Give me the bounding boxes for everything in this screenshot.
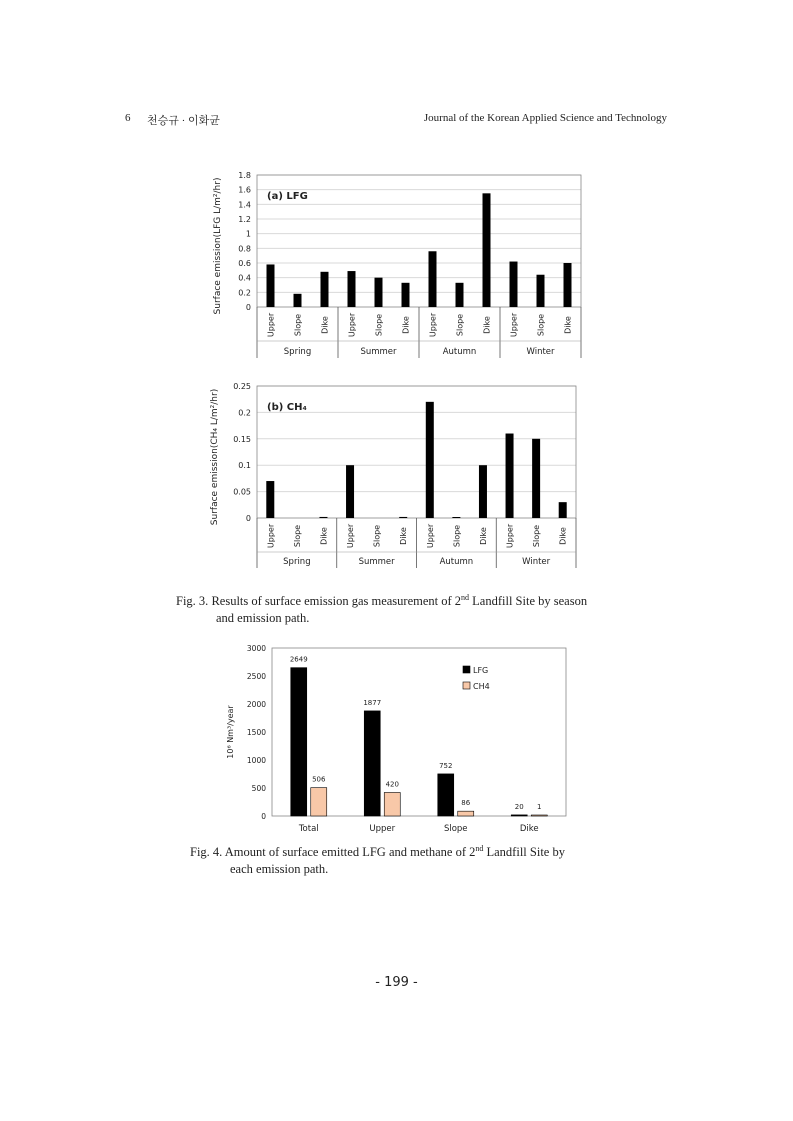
- y-tick-label: 1000: [246, 756, 266, 765]
- bar-ch4: [458, 811, 474, 816]
- x-group-label: Summer: [358, 557, 395, 567]
- lfg-chart: [200, 165, 600, 365]
- bar: [399, 517, 407, 518]
- x-category-label: Upper: [428, 312, 438, 338]
- x-category-label: Upper: [425, 523, 435, 549]
- bar: [537, 275, 545, 307]
- y-axis-label: Surface emission(CH₄ L/m²/hr): [210, 388, 220, 526]
- legend-label: LFG: [473, 666, 489, 675]
- bar: [506, 434, 514, 518]
- bar: [426, 402, 434, 518]
- y-tick-label: 1.6: [238, 185, 251, 195]
- bar: [532, 439, 540, 518]
- bar-lfg: [291, 668, 307, 816]
- y-axis-label: 10⁶ Nm³/year: [226, 705, 235, 759]
- bar: [267, 264, 275, 307]
- data-label: 2649: [289, 655, 308, 664]
- bar: [266, 481, 274, 518]
- fig3-caption-line1-end: Landfill Site by season: [469, 594, 588, 609]
- chart-title: (b) CH₄: [267, 402, 307, 413]
- bar-ch4: [531, 815, 547, 816]
- x-category-label: Dike: [558, 527, 568, 545]
- x-category-label: Upper: [347, 312, 357, 338]
- legend-label: CH4: [473, 682, 490, 691]
- bar: [510, 262, 518, 307]
- x-category-label: Dike: [519, 824, 539, 834]
- bar: [479, 465, 487, 518]
- bar: [402, 283, 410, 307]
- x-category-label: Upper: [266, 312, 276, 338]
- data-label: 1: [537, 803, 542, 811]
- bar: [483, 193, 491, 307]
- y-axis-label: Surface emission(LFG L/m²/hr): [213, 177, 223, 315]
- x-category-label: Upper: [346, 523, 356, 549]
- fig3-caption: [176, 589, 636, 627]
- x-category-label: Dike: [478, 527, 488, 545]
- x-category-label: Total: [298, 824, 319, 834]
- y-tick-label: 0.2: [238, 288, 251, 298]
- x-category-label: Upper: [505, 523, 515, 549]
- x-category-label: Slope: [374, 313, 384, 337]
- fig4-caption-line1-end: Landfill Site by: [483, 845, 565, 860]
- fig3-caption-line1: Results of surface emission gas measurement of 2: [211, 594, 462, 609]
- bar: [429, 251, 437, 307]
- x-group-label: Spring: [283, 347, 312, 357]
- y-tick-label: 1.4: [238, 200, 251, 210]
- x-group-label: Autumn: [439, 557, 474, 567]
- x-category-label: Dike: [482, 316, 492, 334]
- bar: [294, 294, 302, 307]
- x-category-label: Dike: [399, 527, 409, 545]
- bar: [452, 517, 460, 518]
- bar: [346, 465, 354, 518]
- x-category-label: Upper: [369, 824, 396, 834]
- data-label: 420: [385, 780, 399, 789]
- y-tick-label: 500: [251, 784, 266, 793]
- bar: [321, 272, 329, 307]
- y-tick-label: 2500: [246, 672, 266, 681]
- bar: [348, 271, 356, 307]
- fig4-caption: [190, 840, 630, 878]
- x-category-label: Slope: [455, 313, 465, 337]
- emission-amount-chart: [220, 640, 580, 840]
- y-tick-label: 1: [245, 229, 251, 239]
- chart-title: (a) LFG: [267, 191, 308, 202]
- y-tick-label: 1500: [246, 728, 266, 737]
- y-tick-label: 1.8: [238, 171, 251, 180]
- y-tick-label: 0: [261, 812, 266, 821]
- x-group-label: Winter: [526, 347, 555, 357]
- bar: [559, 502, 567, 518]
- y-tick-label: 0: [245, 514, 251, 523]
- bar: [564, 263, 572, 307]
- data-label: 86: [461, 799, 471, 808]
- y-tick-label: 2000: [246, 700, 266, 709]
- y-tick-label: 3000: [246, 644, 266, 653]
- bar: [319, 517, 327, 518]
- x-category-label: Upper: [266, 523, 276, 549]
- x-category-label: Upper: [509, 312, 519, 338]
- x-group-label: Winter: [522, 557, 551, 567]
- x-group-label: Summer: [360, 347, 397, 357]
- x-category-label: Slope: [372, 524, 382, 548]
- y-tick-label: 0.8: [238, 244, 251, 254]
- header-journal: Journal of the Korean Applied Science and Technology: [423, 112, 667, 124]
- y-tick-label: 0.25: [233, 382, 251, 391]
- fig4-caption-prefix: Fig. 4.: [190, 845, 223, 860]
- x-category-label: Slope: [536, 313, 546, 337]
- y-tick-label: 0.15: [233, 434, 251, 444]
- y-tick-label: 0.2: [238, 408, 251, 418]
- data-label: 506: [312, 775, 326, 784]
- fig4-caption-line1: Amount of surface emitted LFG and methane of 2: [224, 845, 476, 860]
- fig4-caption-sup: nd: [475, 844, 484, 853]
- x-category-label: Dike: [320, 316, 330, 334]
- y-tick-label: 0.6: [238, 259, 251, 268]
- data-label: 752: [439, 761, 453, 770]
- x-category-label: Slope: [532, 524, 542, 548]
- bar-lfg: [364, 711, 380, 816]
- x-category-label: Dike: [319, 527, 329, 545]
- y-tick-label: 0: [245, 303, 251, 312]
- legend-swatch: [463, 682, 470, 689]
- x-category-label: Slope: [443, 824, 468, 834]
- fig3-caption-line2: and emission path.: [216, 611, 310, 626]
- bar-lfg: [438, 774, 454, 816]
- ch4-chart: [200, 377, 600, 572]
- data-label: 20: [514, 802, 524, 811]
- bar: [456, 283, 464, 307]
- bar-lfg: [511, 815, 527, 816]
- header-authors: 천승규 · 이화균: [147, 115, 220, 127]
- y-tick-label: 0.1: [238, 461, 251, 471]
- data-label: 1877: [363, 698, 382, 707]
- bar: [375, 278, 383, 307]
- page-number: 6: [125, 112, 131, 124]
- fig3-caption-prefix: Fig. 3.: [176, 594, 209, 609]
- legend-swatch: [463, 666, 470, 673]
- x-category-label: Slope: [452, 524, 462, 548]
- x-category-label: Slope: [292, 524, 302, 548]
- y-tick-label: 0.05: [233, 487, 251, 497]
- y-tick-label: 0.4: [238, 273, 251, 283]
- x-category-label: Dike: [563, 316, 573, 334]
- fig4-caption-line2: each emission path.: [230, 862, 329, 877]
- fig3-caption-sup: nd: [461, 593, 470, 602]
- footer-page-number: - 199 -: [375, 975, 418, 990]
- x-group-label: Spring: [283, 557, 311, 567]
- y-tick-label: 1.2: [238, 215, 251, 224]
- x-category-label: Slope: [293, 313, 303, 337]
- x-group-label: Autumn: [442, 347, 477, 357]
- bar-ch4: [311, 788, 327, 816]
- bar-ch4: [384, 792, 400, 816]
- x-category-label: Dike: [401, 316, 411, 334]
